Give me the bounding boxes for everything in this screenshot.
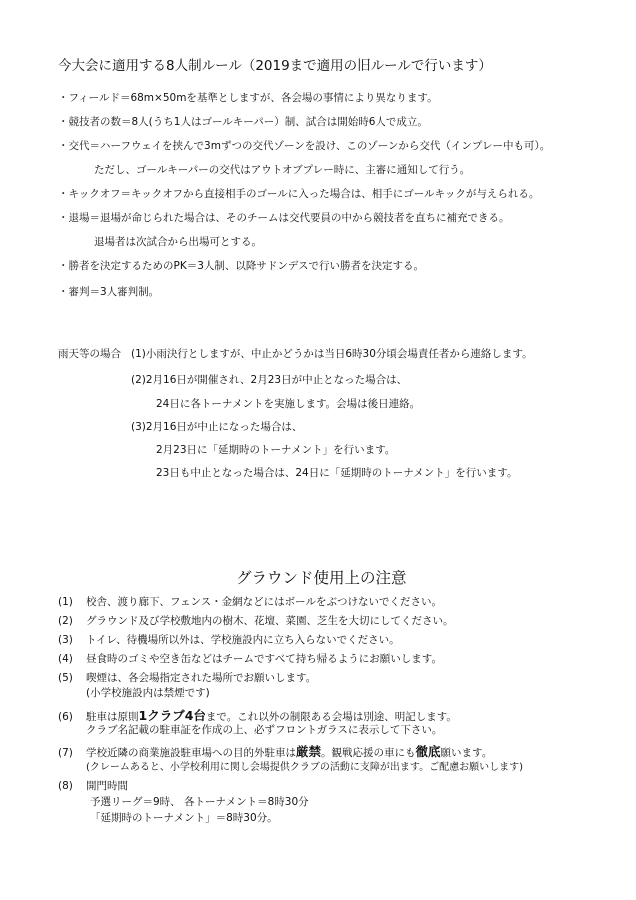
item-number: (2) — [58, 615, 73, 627]
rule-substitution: ・交代＝ハーフウェイを挟んで3mずつの交代ゾーンを設け、このゾーンから交代（インプレー中も可）。 — [58, 140, 551, 152]
rain-line-5: 2月23日に「延期時のトーナメント」を行います。 — [156, 444, 396, 456]
item-text: 昼食時のゴミや空き缶などはチームですべて持ち帰るようにお願いします。 — [86, 653, 442, 665]
item-text: 校舎、渡り廊下、フェンス・金網などにはボールをぶつけないでください。 — [86, 596, 442, 608]
item-number: (7) — [58, 747, 73, 759]
item-text: 。観戦応援の車にも — [321, 747, 416, 759]
ground-item — [58, 670, 316, 685]
item-emphasis: 厳禁 — [296, 744, 322, 759]
item-text: 開門時間 — [86, 780, 128, 792]
ground-item — [58, 651, 442, 666]
item-number: (8) — [58, 780, 73, 792]
rule-pk: ・勝者を決定するためのPK＝3人制、以降サドンデスで行い勝者を決定する。 — [58, 260, 424, 272]
item-text: 願います。 — [440, 747, 493, 759]
item-number: (6) — [58, 711, 73, 723]
rule-substitution-gk: ただし、ゴールキーパーの交代はアウトオブプレー時に、主審に通知して行う。 — [94, 164, 471, 176]
rain-line-2: (2)2月16日が開催され、2月23日が中止となった場合は、 — [131, 374, 408, 386]
rule-field: ・フィールド＝68m×50mを基準としますが、各会場の事情により異なります。 — [58, 92, 438, 104]
rain-line-3: 24日に各トーナメントを実施します。会場は後日連絡。 — [156, 398, 421, 410]
rain-label: 雨天等の場合 — [58, 348, 121, 360]
item-subtext: 予選リーグ＝9時、 各トーナメント＝8時30分 — [90, 796, 309, 808]
item-number: (4) — [58, 653, 73, 665]
ground-item — [58, 778, 128, 793]
rule-sendoff-next: 退場者は次試合から出場可とする。 — [94, 236, 262, 248]
rain-line-1: (1)小雨決行としますが、中止かどうかは当日6時30分頃会場責任者から連絡します。 — [131, 348, 533, 360]
item-text: まで。これ以外の制限ある会場は別途、明記します。 — [205, 711, 457, 723]
item-number: (1) — [58, 596, 73, 608]
item-emphasis: 徹底 — [415, 744, 441, 759]
item-text: 駐車は原則 — [86, 711, 139, 723]
ground-title: グラウンド使用上の注意 — [236, 569, 407, 587]
rule-referee: ・審判＝3人審判制。 — [58, 286, 160, 298]
item-number: (3) — [58, 634, 73, 646]
item-text: トイレ、待機場所以外は、学校施設内に立ち入らないでください。 — [86, 634, 400, 646]
item-subtext: (クレームあると、小学校利用に関し会場提供クラブの活動に支障が出ます。ご配慮お願いします) — [86, 762, 524, 773]
item-text: グラウンド及び学校敷地内の樹木、花壇、菜園、芝生を大切にしてください。 — [86, 615, 454, 627]
ground-item — [58, 594, 442, 609]
item-emphasis: 1クラブ4台 — [138, 708, 206, 723]
ground-item — [58, 632, 400, 647]
rain-line-4: (3)2月16日が中止になった場合は、 — [131, 421, 303, 433]
item-subtext: (小学校施設内は禁煙です) — [86, 687, 210, 699]
item-text: 喫煙は、各会場指定された場所でお願いします。 — [86, 672, 317, 684]
item-number: (5) — [58, 672, 73, 684]
rule-kickoff: ・キックオフ＝キックオフから直接相手のゴールに入った場合は、相手にゴールキックが与えられる。 — [58, 188, 540, 200]
rules-title: 今大会に適用する8人制ルール（2019まで適用の旧ルールで行います） — [58, 58, 492, 74]
rule-sendoff: ・退場＝退場が命じられた場合は、そのチームは交代要員の中から競技者を直ちに補充できる。 — [58, 212, 510, 224]
rain-line-6: 23日も中止となった場合は、24日に「延期時のトーナメント」を行います。 — [156, 467, 518, 479]
item-subtext: 「延期時のトーナメント」＝8時30分。 — [90, 812, 278, 824]
ground-item — [58, 613, 454, 628]
rule-players: ・競技者の数＝8人(うち1人はゴールキーパー）制、試合は開始時6人で成立。 — [58, 116, 428, 128]
item-text: 学校近隣の商業施設駐車場への目的外駐車は — [86, 747, 296, 759]
item-subtext: クラブ名記載の駐車証を作成の上、必ずフロントガラスに表示して下さい。 — [86, 724, 443, 736]
